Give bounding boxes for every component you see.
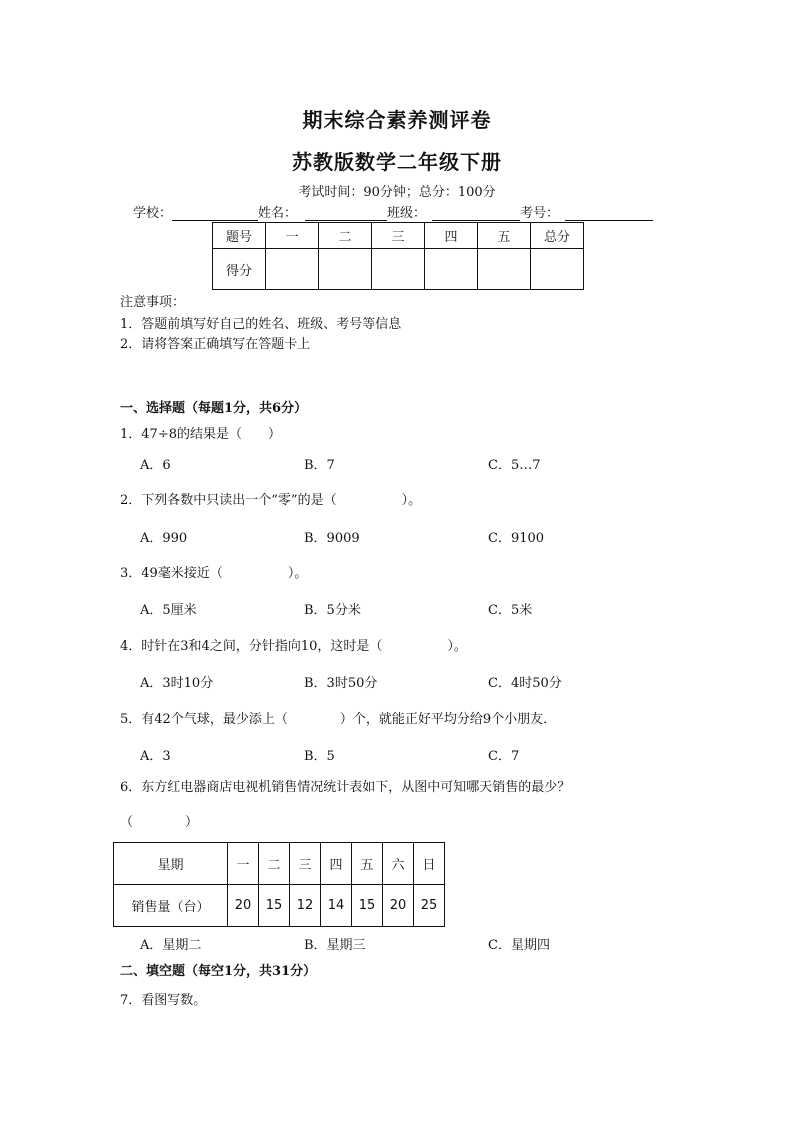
option-c[interactable]: C．星期四 <box>488 938 550 953</box>
score-header-cell: 三 <box>372 223 425 249</box>
score-cell[interactable] <box>531 249 584 290</box>
answer-blank: （ ） <box>120 815 199 830</box>
score-header-cell: 总分 <box>531 223 584 249</box>
sales-header-cell: 一 <box>228 843 259 885</box>
sales-value-cell: 12 <box>290 885 321 927</box>
score-cell[interactable] <box>372 249 425 290</box>
option-b[interactable]: B．星期三 <box>304 938 366 953</box>
exam-number-label: 考号： <box>520 206 560 221</box>
notice-title: 注意事项： <box>120 295 186 310</box>
option-a[interactable]: A．990 <box>140 531 188 546</box>
option-c[interactable]: C．7 <box>488 749 520 764</box>
option-b[interactable]: B．9009 <box>304 531 360 546</box>
school-label: 学校： <box>133 206 173 221</box>
option-c[interactable]: C．9100 <box>488 531 545 546</box>
option-b[interactable]: B．5 <box>304 749 335 764</box>
sales-value-cell: 15 <box>352 885 383 927</box>
score-header-cell: 题号 <box>213 223 266 249</box>
score-table <box>212 222 584 290</box>
sales-header-cell: 六 <box>383 843 414 885</box>
sales-header-cell: 星期 <box>114 843 228 885</box>
question-4: 4．时针在3和4之间，分针指向10，这时是（ ）。 <box>120 639 467 654</box>
option-b[interactable]: B．7 <box>304 458 335 473</box>
option-a[interactable]: A．3时10分 <box>140 676 214 691</box>
question-6: 6．东方红电器商店电视机销售情况统计表如下，从图中可知哪天销售的最少？ <box>120 780 571 795</box>
class-blank <box>432 206 520 221</box>
sales-value-cell: 25 <box>414 885 445 927</box>
sales-header-cell: 三 <box>290 843 321 885</box>
sales-header-cell: 四 <box>321 843 352 885</box>
option-a[interactable]: A．3 <box>140 749 171 764</box>
sales-header-cell: 五 <box>352 843 383 885</box>
score-header-cell: 五 <box>478 223 531 249</box>
class-label: 班级： <box>387 206 427 221</box>
score-header-cell: 一 <box>266 223 319 249</box>
score-row-label: 得分 <box>213 249 266 290</box>
question-7: 7．看图写数。 <box>120 993 207 1008</box>
section-1-title: 一、选择题（每题1分，共6分） <box>120 401 308 416</box>
exam-meta: 考试时间：90分钟；总分：100分 <box>298 185 496 200</box>
notice-item: 1．答题前填写好自己的姓名、班级、考号等信息 <box>120 317 402 332</box>
sales-value-cell: 14 <box>321 885 352 927</box>
sales-row-label: 销售量（台） <box>114 885 228 927</box>
sales-header-cell: 二 <box>259 843 290 885</box>
score-header-cell: 四 <box>425 223 478 249</box>
section-2-title: 二、填空题（每空1分，共31分） <box>120 964 317 979</box>
question-3: 3．49毫米接近（ ）。 <box>120 566 308 581</box>
option-a[interactable]: A．5厘米 <box>140 603 197 618</box>
score-cell[interactable] <box>319 249 372 290</box>
sales-value-cell: 20 <box>228 885 259 927</box>
name-blank <box>305 206 387 221</box>
option-b[interactable]: B．5分米 <box>304 603 361 618</box>
option-a[interactable]: A．6 <box>140 458 171 473</box>
score-header-cell: 二 <box>319 223 372 249</box>
exam-title: 期末综合素养测评卷 <box>302 108 492 132</box>
sales-value-cell: 15 <box>259 885 290 927</box>
score-cell[interactable] <box>266 249 319 290</box>
school-blank <box>172 206 258 221</box>
option-c[interactable]: C．5…7 <box>488 458 541 473</box>
sales-header-cell: 日 <box>414 843 445 885</box>
sales-value-cell: 20 <box>383 885 414 927</box>
notice-item: 2．请将答案正确填写在答题卡上 <box>120 337 311 352</box>
question-5: 5．有42个气球，最少添上（ ）个，就能正好平均分给9个小朋友． <box>120 712 557 727</box>
question-1: 1．47÷8的结果是（ ） <box>120 427 281 442</box>
exam-number-blank <box>565 206 653 221</box>
score-cell[interactable] <box>478 249 531 290</box>
option-c[interactable]: C．5米 <box>488 603 533 618</box>
option-b[interactable]: B．3时50分 <box>304 676 378 691</box>
question-2: 2．下列各数中只读出一个“零”的是（ ）。 <box>120 493 422 508</box>
option-a[interactable]: A．星期二 <box>140 938 202 953</box>
sales-table <box>113 842 445 927</box>
exam-subtitle: 苏教版数学二年级下册 <box>292 150 502 174</box>
score-cell[interactable] <box>425 249 478 290</box>
name-label: 姓名： <box>258 206 298 221</box>
student-info-line <box>133 202 653 221</box>
option-c[interactable]: C．4时50分 <box>488 676 562 691</box>
